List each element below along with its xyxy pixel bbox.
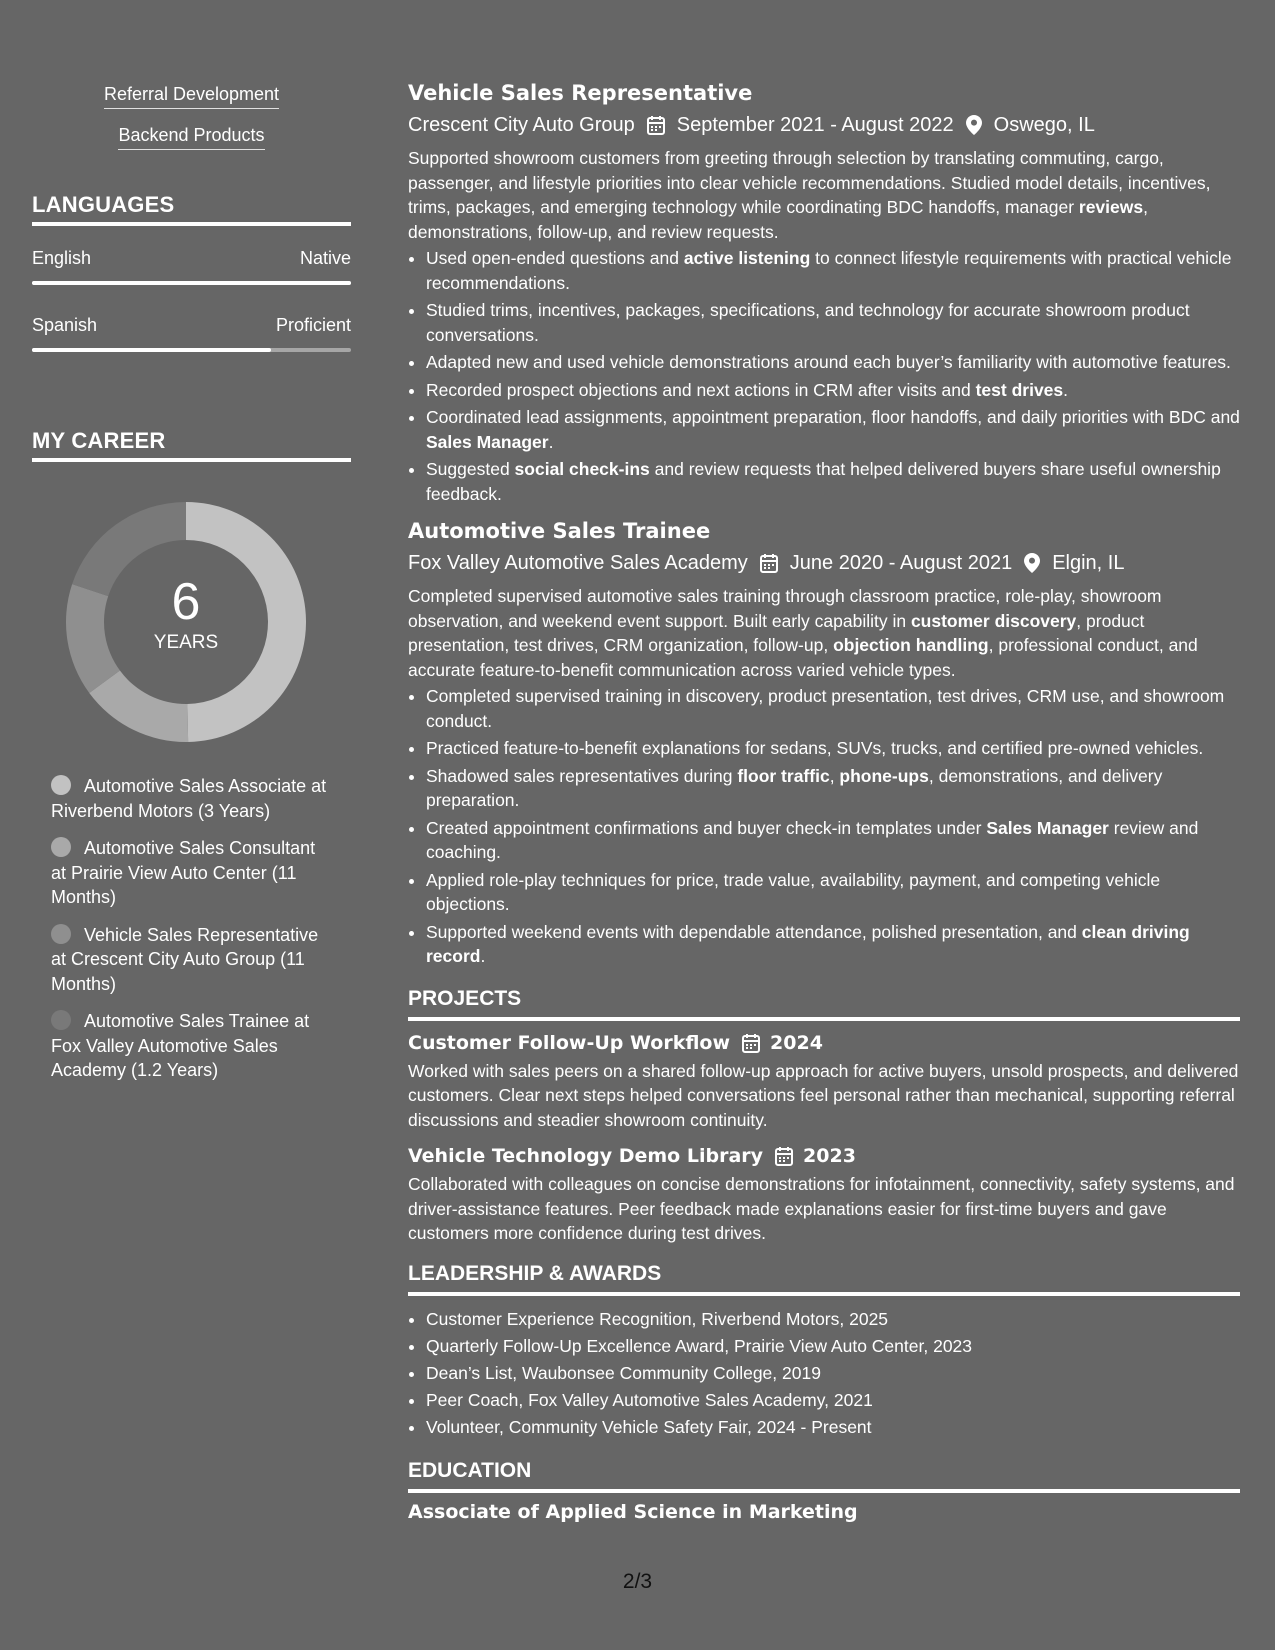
job-meta	[408, 548, 1240, 578]
project-title: Customer Follow-Up Workflow	[408, 1031, 731, 1054]
language-name: English	[32, 248, 92, 268]
skill-tag-referral-development[interactable]: Referral Development	[104, 84, 279, 109]
job-bullet: • Studied trims, incentives, packages, specifications, and technology for accurate showroom product conversations.	[426, 298, 1240, 347]
award-item: • Dean’s List, Waubonsee Community College, 2019	[426, 1360, 1240, 1387]
award-item: • Peer Coach, Fox Valley Automotive Sales Academy, 2021	[426, 1387, 1240, 1414]
location-pin-icon	[966, 115, 982, 135]
career-heading: MY CAREER	[32, 428, 351, 462]
job-entry	[408, 516, 1240, 969]
awards-list	[408, 1306, 1240, 1441]
project-description: Worked with sales peers on a shared follow-up approach for active buyers, unsold prospects, and delivered customers. Clear next steps helped conversations feel personal rather than mechanical, supporting referral discussions and steadier showroom continuity.	[408, 1060, 1239, 1130]
job-location: Oswego, IL	[993, 114, 1095, 136]
project-title-row	[408, 1029, 1240, 1057]
language-level: Proficient	[275, 315, 351, 335]
skill-tag-backend-products[interactable]: Backend Products	[118, 125, 264, 150]
career-item	[51, 774, 331, 823]
award-item: • Quarterly Follow-Up Excellence Award, Prairie View Auto Center, 2023	[426, 1333, 1240, 1360]
career-donut-chart	[66, 502, 306, 742]
project-year: 2023	[803, 1145, 856, 1167]
language-spanish	[32, 315, 351, 352]
job-summary: Supported showroom customers from greeting through selection by translating commuting, cargo, passenger, and lifestyle priorities into clear vehicle recommendations. Studied model details, incentives, trims, packages, and emerging technology while coordinating BDC handoffs, manager reviews, demonstrations, follow-up, and review requests.	[408, 148, 1211, 242]
career-item-text: Automotive Sales Associate at Riverbend Motors (3 Years)	[51, 776, 327, 821]
calendar-icon	[760, 553, 778, 573]
language-level: Native	[299, 248, 351, 268]
job-entry	[408, 78, 1240, 506]
language-name: Spanish	[32, 315, 98, 335]
job-bullet: • Recorded prospect objections and next actions in CRM after visits and test drives.	[426, 378, 1240, 403]
project-year: 2024	[770, 1031, 823, 1054]
job-bullet: • Practiced feature-to-benefit explanations for sedans, SUVs, trucks, and certified pre-owned vehicles.	[426, 736, 1240, 761]
career-item	[51, 923, 331, 997]
project-entry	[408, 1142, 1240, 1246]
calendar-icon	[647, 115, 665, 135]
job-bullets	[408, 684, 1240, 969]
project-entry	[408, 1029, 1240, 1133]
job-bullets	[408, 246, 1240, 506]
legend-dot-icon	[51, 775, 71, 795]
page-number: 2/3	[622, 1570, 653, 1593]
career-item-text: Automotive Sales Consultant at Prairie View Auto Center (11 Months)	[51, 838, 316, 907]
job-bullet: • Adapted new and used vehicle demonstrations around each buyer’s familiarity with automotive features.	[426, 350, 1240, 375]
career-item	[51, 1009, 331, 1083]
awards-heading: LEADERSHIP & AWARDS	[408, 1260, 1240, 1296]
job-bullet: • Supported weekend events with dependable attendance, polished presentation, and clean driving record.	[426, 920, 1240, 969]
job-bullet: • Created appointment confirmations and buyer check-in templates under Sales Manager review and coaching.	[426, 816, 1240, 865]
language-proficiency-bar	[32, 348, 351, 352]
career-item	[51, 836, 331, 910]
skill-links	[32, 84, 351, 166]
language-proficiency-bar	[32, 281, 351, 285]
job-title: Vehicle Sales Representative	[408, 81, 753, 105]
job-dates: September 2021 - August 2022	[676, 114, 954, 136]
job-bullet: • Suggested social check-ins and review requests that helped delivered buyers share useful ownership feedback.	[426, 457, 1240, 506]
main-content	[408, 78, 1240, 1523]
location-pin-icon	[1024, 553, 1040, 573]
language-proficiency-fill	[32, 348, 271, 352]
job-summary: Completed supervised automotive sales training through classroom practice, role-play, showroom observation, and weekend event support. Built early capability in customer discovery, product presentation, test drives, CRM organization, follow-up, objection handling, professional conduct, and accurate feature-to-benefit communication across varied vehicle types.	[408, 586, 1198, 680]
project-title-row	[408, 1142, 1240, 1170]
calendar-icon	[775, 1146, 793, 1166]
language-proficiency-fill	[32, 281, 351, 285]
legend-dot-icon	[51, 837, 71, 857]
calendar-icon	[742, 1033, 760, 1053]
job-dates: June 2020 - August 2021	[789, 552, 1013, 574]
legend-dot-icon	[51, 1010, 71, 1030]
legend-dot-icon	[51, 924, 71, 944]
job-company: Crescent City Auto Group	[408, 114, 635, 136]
sidebar	[32, 84, 351, 1096]
job-bullet: • Completed supervised training in discovery, product presentation, test drives, CRM use, and showroom conduct.	[426, 684, 1240, 733]
languages-heading: LANGUAGES	[32, 192, 351, 226]
career-total-number: 6	[171, 573, 201, 631]
education-heading: EDUCATION	[408, 1457, 1240, 1493]
career-total	[66, 502, 306, 742]
career-item-text: Vehicle Sales Representative at Crescent City Auto Group (11 Months)	[51, 924, 319, 994]
projects-heading: PROJECTS	[408, 985, 1240, 1021]
project-description: Collaborated with colleagues on concise demonstrations for infotainment, connectivity, safety systems, and driver-assistance features. Peer feedback made explanations easier for first-time buyers and gave customers more confidence during test drives.	[408, 1174, 1235, 1243]
career-legend	[32, 774, 331, 1083]
language-english	[32, 248, 351, 285]
award-item: • Volunteer, Community Vehicle Safety Fair, 2024 - Present	[426, 1414, 1240, 1441]
job-location: Elgin, IL	[1052, 552, 1125, 574]
job-bullet: • Used open-ended questions and active listening to connect lifestyle requirements with practical vehicle recommendations.	[426, 246, 1240, 295]
job-bullet: • Shadowed sales representatives during floor traffic, phone-ups, demonstrations, and delivery preparation.	[426, 764, 1240, 813]
job-meta	[408, 110, 1240, 140]
job-bullet: • Applied role-play techniques for price, trade value, availability, payment, and competing vehicle objections.	[426, 868, 1240, 917]
job-company: Fox Valley Automotive Sales Academy	[408, 552, 748, 574]
project-title: Vehicle Technology Demo Library	[408, 1145, 764, 1167]
award-item: • Customer Experience Recognition, Riverbend Motors, 2025	[426, 1306, 1240, 1333]
career-item-text: Automotive Sales Trainee at Fox Valley Automotive Sales Academy (1.2 Years)	[51, 1011, 310, 1080]
education-degree: Associate of Applied Science in Marketing	[408, 1500, 858, 1523]
job-bullet: • Coordinated lead assignments, appointment preparation, floor handoffs, and daily priorities with BDC and Sales Manager.	[426, 405, 1240, 454]
career-total-unit: YEARS	[153, 632, 219, 653]
job-title: Automotive Sales Trainee	[408, 519, 711, 543]
